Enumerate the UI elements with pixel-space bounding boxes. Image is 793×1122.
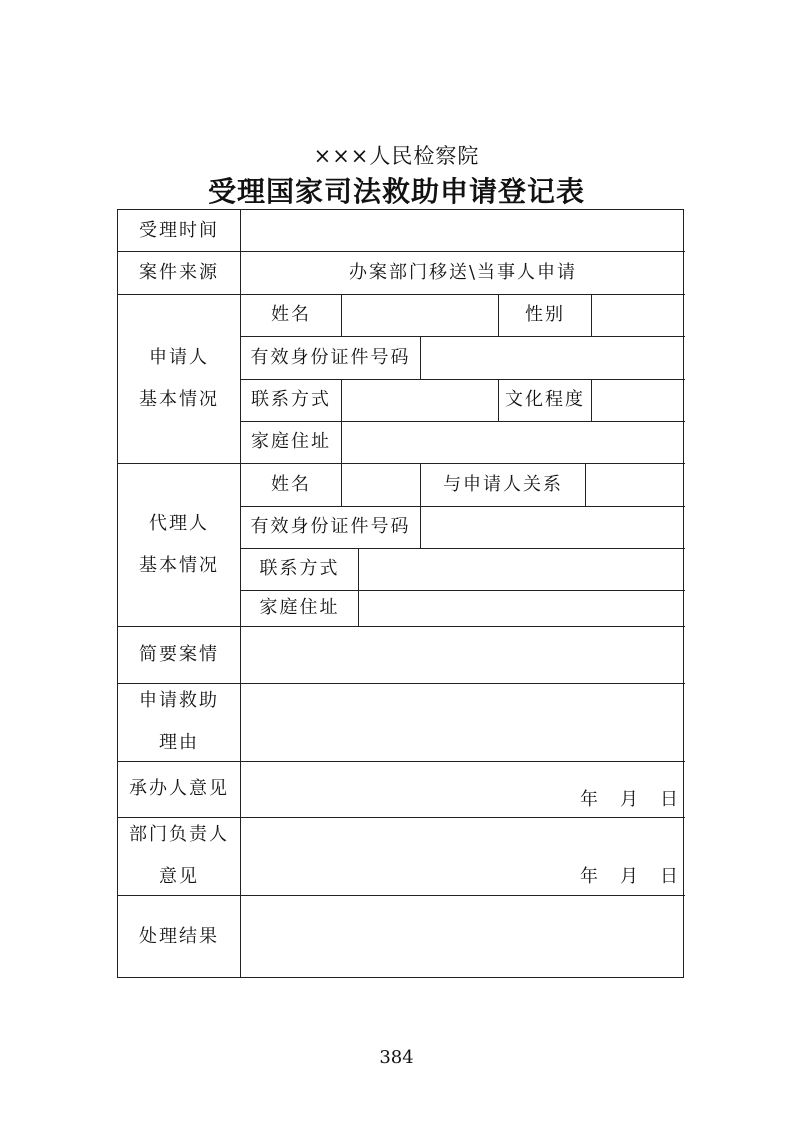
agent-label-line2: 基本情况 [139, 554, 219, 576]
date-day: 日 [660, 866, 678, 887]
result-label: 处理结果 [139, 925, 219, 947]
applicant-education-field[interactable] [592, 379, 685, 421]
page-number: 384 [379, 1047, 414, 1068]
agent-contact-label: 联系方式 [259, 558, 340, 579]
agent-name-label: 姓名 [271, 473, 311, 495]
brief-case-field[interactable] [241, 626, 685, 683]
applicant-address-field[interactable] [342, 421, 685, 463]
registration-form-table [117, 209, 684, 978]
handler-opinion-label: 承办人意见 [129, 778, 229, 799]
date-month: 月 [620, 789, 638, 810]
applicant-label-line1: 申请人 [149, 346, 209, 368]
date-day: 日 [660, 789, 678, 810]
brief-case-label: 简要案情 [139, 643, 219, 665]
date-month: 月 [620, 866, 638, 887]
case-source-label: 案件来源 [139, 261, 219, 283]
agent-relation-field[interactable] [586, 463, 685, 506]
handler-opinion-date [580, 785, 678, 811]
agent-contact-field[interactable] [359, 548, 685, 590]
applicant-gender-field[interactable] [592, 294, 685, 336]
dept-head-opinion-label [118, 817, 240, 895]
applicant-address-label: 家庭住址 [251, 431, 331, 452]
applicant-name-label: 姓名 [271, 304, 311, 325]
aid-reason-label-line1: 申请救助 [139, 690, 219, 711]
case-source-value[interactable]: 办案部门移送\当事人申请 [348, 261, 578, 283]
form-title: 受理国家司法救助申请登记表 [207, 175, 585, 208]
dept-head-opinion-date [580, 862, 678, 888]
agent-address-field[interactable] [359, 590, 685, 626]
result-field[interactable] [241, 895, 685, 978]
agent-address-label: 家庭住址 [259, 597, 340, 618]
accept-time-label: 受理时间 [139, 219, 219, 241]
aid-reason-field[interactable] [241, 683, 685, 761]
agent-name-field[interactable] [342, 463, 420, 506]
applicant-id-label: 有效身份证件号码 [250, 346, 411, 368]
agent-id-label: 有效身份证件号码 [250, 516, 411, 537]
aid-reason-label-line2: 理由 [159, 732, 199, 753]
agent-label-line1: 代理人 [149, 512, 209, 534]
applicant-gender-label: 性别 [525, 304, 565, 325]
aid-reason-label [118, 683, 240, 761]
agent-relation-label: 与申请人关系 [443, 473, 563, 495]
applicant-contact-label: 联系方式 [251, 389, 331, 410]
date-year: 年 [580, 866, 598, 887]
applicant-education-label: 文化程度 [505, 389, 585, 410]
applicant-label-line2: 基本情况 [139, 388, 219, 410]
applicant-section-label [118, 294, 240, 463]
dept-head-label-line2: 意见 [159, 866, 199, 887]
dept-head-label-line1: 部门负责人 [129, 824, 229, 845]
date-year: 年 [580, 789, 598, 810]
accept-time-field[interactable] [241, 210, 685, 251]
agent-section-label [118, 463, 240, 626]
agent-id-field[interactable] [421, 506, 685, 548]
applicant-contact-field[interactable] [342, 379, 498, 421]
applicant-id-field[interactable] [421, 336, 685, 379]
applicant-name-field[interactable] [342, 294, 498, 336]
organization-name: ×××人民检察院 [313, 144, 480, 168]
